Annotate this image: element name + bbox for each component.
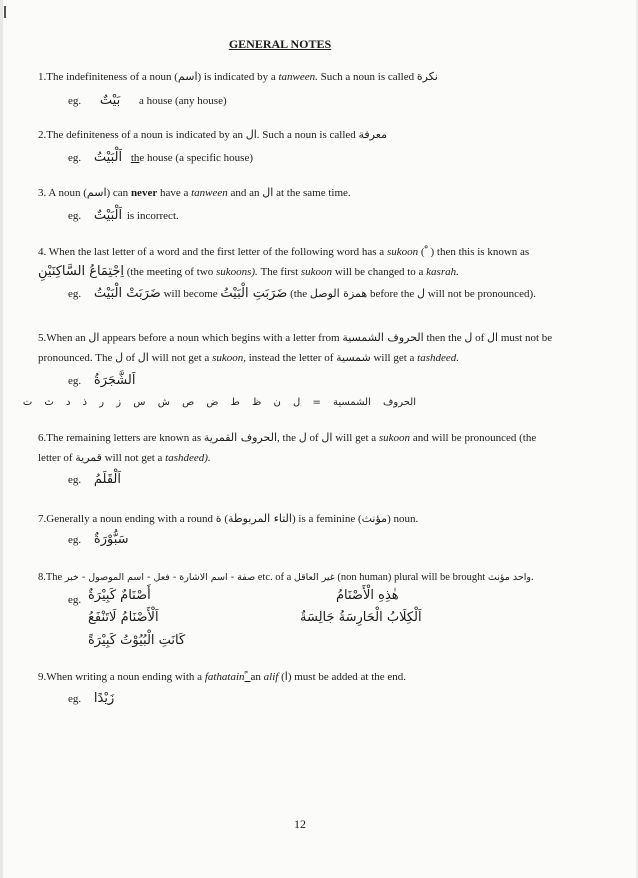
note-4-eg-label: eg. — [68, 288, 82, 300]
note-5-arabic-shamsiyya-2: شمسية — [336, 351, 371, 364]
note-3-text-d: and an — [227, 187, 263, 199]
note-6-text-g: will not get a — [101, 452, 166, 464]
note-6-text-d: will get a — [332, 432, 379, 444]
note-2-eg-text: e house (a specific house) — [139, 152, 254, 164]
note-8-text-d: . — [530, 572, 534, 583]
note-9-eg-label: eg. — [68, 693, 82, 705]
note-3-arabic-al: ال — [262, 186, 274, 199]
note-6-arabic-qamariyya-2: قمرية — [75, 451, 102, 464]
note-4-eg-text-b: (the — [287, 288, 310, 300]
note-4-eg-text-c: before the — [367, 288, 417, 300]
note-7-arabic-ta: ة — [215, 512, 222, 525]
note-1-tanween: tanween. — [278, 71, 318, 83]
note-7-text-d: ) noun. — [387, 513, 419, 525]
note-4-line-1 — [38, 246, 529, 259]
note-6-sukoon: sukoon — [378, 432, 411, 444]
note-4-example — [68, 287, 536, 301]
note-5-text-a: 5.When an — [38, 332, 89, 344]
note-6-eg-label: eg. — [68, 474, 82, 486]
note-2-eg-label: eg. — [68, 152, 82, 164]
note-7-eg-arabic: سَبُّوْرَةٌ — [93, 532, 129, 547]
note-5-sukoon: sukoon, — [212, 352, 246, 364]
note-9-arabic-alif: ا — [284, 670, 288, 683]
note-6-arabic-al: ال — [321, 431, 333, 444]
note-6-example — [68, 473, 121, 487]
note-6-arabic-qamariyya: الحروف القمرية — [203, 431, 278, 444]
note-5-text-d: of — [472, 332, 488, 344]
note-8-example-right-2: اَلْكِلَابُ الْحَارِسَةُ جَالِسَةٌ — [300, 610, 422, 625]
note-8-line-1 — [38, 571, 534, 584]
note-5-eg-arabic: اَلشَّجَرَةُ — [93, 373, 136, 388]
note-3-example — [68, 209, 179, 223]
note-8-text-c: (non human) plural will be brought — [334, 572, 488, 583]
note-3-text-a: 3. A noun ( — [38, 187, 87, 199]
note-1-example — [68, 94, 227, 108]
note-7-arabic-muannath: مؤنث — [361, 512, 388, 525]
note-3-eg-label: eg. — [68, 210, 82, 222]
note-8-example-right-1: هٰذِهِ الْأَصْنَامُ — [336, 588, 399, 603]
note-4-text-c: (the meeting of two — [124, 266, 216, 278]
note-4-eg-arabic-2: ضَرَبَتِ الْبَيْتُ — [220, 286, 288, 301]
note-9-fathatain: fathatain — [204, 671, 245, 683]
note-2-eg-arabic: اَلْبَيْتُ — [93, 150, 123, 165]
note-7-text-a: 7.Generally a noun ending with a round — [38, 513, 216, 525]
note-9-text-c: ( — [278, 671, 285, 683]
note-4-sukoon: sukoon — [386, 246, 419, 258]
note-8-arabic-wahid-muannath: واحد مؤنث — [487, 572, 531, 583]
note-4-eg-arabic-4: ل — [416, 287, 425, 300]
note-4-kasrah: kasrah. — [426, 266, 459, 278]
note-6-text-a: 6.The remaining letters are known as — [38, 432, 204, 444]
note-5-line-2 — [38, 351, 459, 365]
note-4-text-b: ( ْ ) then this is known as — [418, 246, 530, 258]
note-5-arabic-lam: ل — [464, 331, 473, 344]
note-3-eg-text: is incorrect. — [126, 210, 179, 222]
note-3-text-e: at the same time. — [273, 187, 351, 199]
note-6-eg-arabic: اَلْقَلَمُ — [93, 472, 121, 487]
note-4-sukoon-2: sukoon — [300, 266, 333, 278]
note-6-text-c: of — [306, 432, 322, 444]
note-5-arabic-al: ال — [88, 331, 100, 344]
note-6-line-2 — [38, 451, 211, 465]
note-4-text-a: 4. When the last letter of a word and the first letter of the following word has a — [38, 246, 387, 258]
note-3-arabic-ism: اسم — [86, 186, 107, 199]
note-5-text-e: must not be — [498, 332, 553, 344]
note-5-arabic-shamsiyya: الحروف الشمسية — [342, 331, 424, 344]
note-1-arabic-nakira: نكرة — [416, 70, 438, 83]
note-5-text-g: of — [123, 352, 138, 364]
note-7-text-c: ) is a feminine ( — [291, 513, 362, 525]
note-6-text-b: , the — [277, 432, 299, 444]
note-2-example — [68, 151, 253, 165]
note-6-line-1 — [38, 431, 536, 445]
note-8-example-left-3: كَانَتِ الْبُيُوْتُ كَبِيْرَةً — [88, 633, 186, 648]
note-5-line-1 — [38, 331, 552, 345]
note-5-text-c: then the — [423, 332, 465, 344]
note-5-arabic-al-3: ال — [137, 351, 149, 364]
note-1-line-1 — [38, 70, 438, 84]
note-5-text-j: will get a — [370, 352, 418, 364]
note-6-tashdeed: tashdeed). — [165, 452, 211, 464]
note-9-fathatain-mark: ً — [244, 671, 251, 683]
note-6-arabic-lam: ل — [298, 431, 307, 444]
note-2-text-b: . Such a noun is called — [256, 129, 359, 141]
note-9-text-a: 9.When writing a noun ending with a — [38, 671, 205, 683]
note-4-sukoons: sukoons). — [215, 266, 258, 278]
note-4-arabic-ijtima: اِجْتِمَاعُ السَّاكِنَيْنِ — [38, 264, 124, 279]
note-8-arabic-ghayr-aqil: غير العاقل — [293, 572, 335, 583]
note-9-example — [68, 692, 114, 706]
note-3-never: never — [130, 187, 158, 199]
note-1-eg-text: a house (any house) — [138, 95, 227, 107]
note-1-eg-label: eg. — [68, 95, 82, 107]
note-7-text-b: ( — [221, 513, 228, 525]
note-3-text-b: ) can — [106, 187, 131, 199]
note-3-line-1 — [38, 186, 351, 200]
note-8-eg-label: eg. — [68, 594, 82, 606]
note-2-text-a: 2.The definiteness of a noun is indicated by an — [38, 129, 246, 141]
note-7-eg-label: eg. — [68, 534, 82, 546]
note-8-example-left-1: أَصْنَامٌ كَبِيْرَةٌ — [88, 588, 151, 603]
note-2-arabic-marifa: معرفة — [358, 128, 387, 141]
margin-mark — [4, 6, 6, 18]
note-5-example — [68, 374, 135, 388]
note-1-text-b: ) is indicated by a — [197, 71, 279, 83]
note-9-text-d: ) must be added at the end. — [287, 671, 407, 683]
note-3-text-c: have a — [157, 187, 192, 199]
note-9-alif: alif — [263, 671, 279, 683]
note-4-eg-text-a: will become — [160, 288, 221, 300]
note-2-line-1 — [38, 128, 387, 142]
note-2-eg-text-underlined: th — [130, 152, 140, 164]
note-5-text-b: appears before a noun which begins with a letter from — [99, 332, 343, 344]
note-8-arabic-list: صفة - اسم الاشارة - فعل - اسم الموصول - خبر — [64, 572, 256, 583]
note-5-text-h: will not get a — [148, 352, 213, 364]
note-7-example — [68, 533, 129, 547]
note-1-arabic-ism: اسم — [177, 70, 198, 83]
note-6-text-e: and will be pronounced (the — [410, 432, 537, 444]
note-2-arabic-al: ال — [245, 128, 257, 141]
note-5-tashdeed: tashdeed. — [417, 352, 460, 364]
note-5-eg-label: eg. — [68, 375, 82, 387]
note-7-arabic-ta-marbuta: التاء المربوطة — [227, 512, 292, 525]
note-1-text-a: 1.The indefiniteness of a noun ( — [38, 71, 178, 83]
note-4-text-e: will be changed to a — [332, 266, 427, 278]
note-4-eg-arabic-1: ضَرَبَتْ الْبَيْتُ — [93, 286, 161, 301]
note-5-text-f: pronounced. The — [38, 352, 116, 364]
note-5-arabic-lam-2: ل — [115, 351, 124, 364]
page-number: 12 — [294, 817, 306, 831]
note-8-text-a: 8.The — [38, 572, 65, 583]
note-4-line-2 — [38, 265, 459, 279]
note-7-line-1 — [38, 512, 418, 526]
note-6-text-f: letter of — [38, 452, 76, 464]
scan-edge-left — [0, 0, 3, 878]
note-4-eg-text-d: will not be pronounced). — [424, 288, 536, 300]
note-9-eg-arabic: زَيْدًا — [93, 691, 115, 706]
note-5-text-i: instead the letter of — [246, 352, 337, 364]
note-3-tanween: tanween — [191, 187, 228, 199]
note-9-text-b: an — [250, 671, 264, 683]
note-3-eg-arabic: اَلْبَيْتٌ — [93, 208, 123, 223]
note-1-eg-arabic: بَيْتٌ — [99, 93, 121, 108]
note-5-arabic-al-2: ال — [487, 331, 499, 344]
note-8-text-b: etc. of a — [255, 572, 294, 583]
note-4-eg-arabic-3: همزة الوصل — [309, 287, 368, 300]
note-1-text-c: Such a noun is called — [317, 71, 417, 83]
note-5-sun-letters: الحروف الشمسية = ل ن ظ ط ض ص ش س ز ر ذ د ث ت — [22, 397, 416, 408]
page-title: GENERAL NOTES — [228, 37, 332, 51]
note-9-line-1 — [38, 670, 406, 684]
note-8-example-left-2: اَلْأَصْنَامُ لَاتَنْفَعُ — [88, 610, 159, 625]
note-4-text-d: The first — [257, 266, 301, 278]
